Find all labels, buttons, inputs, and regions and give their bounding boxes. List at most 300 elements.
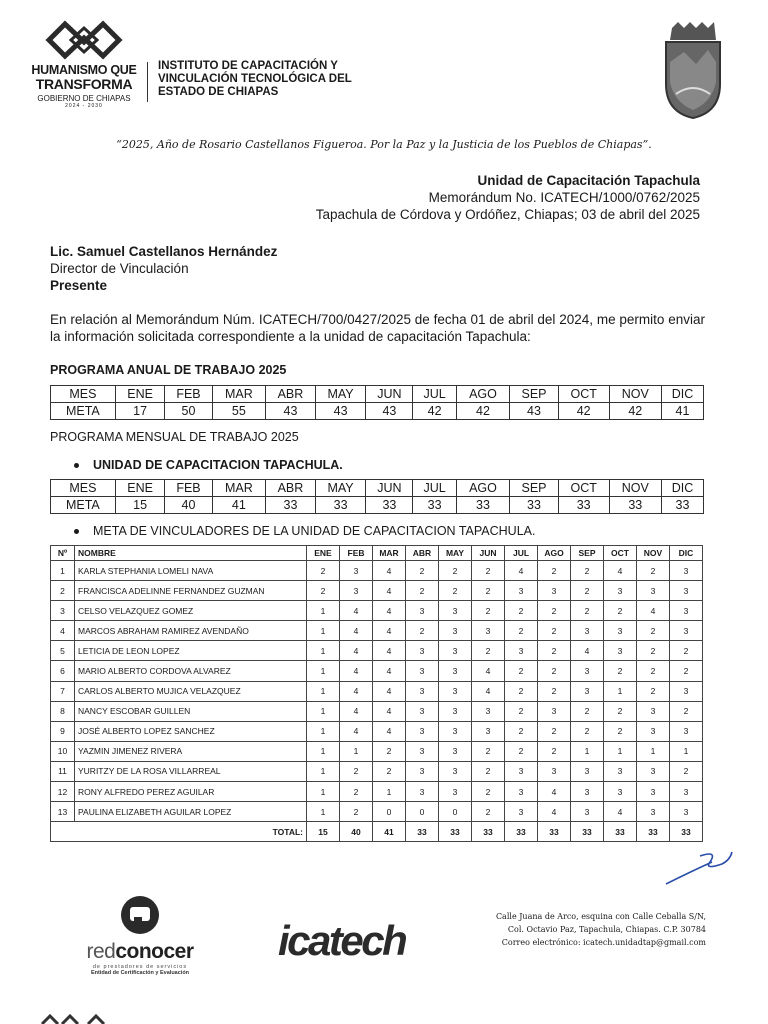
linkers-header-cell: Nº (51, 546, 75, 561)
month-value: 3 (637, 782, 670, 802)
annual-cell: 50 (165, 403, 212, 420)
monthly-cell: 33 (510, 497, 558, 514)
annual-header-cell: NOV (609, 386, 661, 403)
linkers-table (50, 545, 703, 842)
month-value: 2 (505, 741, 538, 761)
linkers-bullet (74, 524, 535, 538)
row-number: 9 (51, 721, 75, 741)
month-value: 3 (505, 802, 538, 822)
total-value: 33 (637, 822, 670, 842)
month-value: 3 (505, 782, 538, 802)
annual-header-cell: JUN (366, 386, 413, 403)
month-value: 4 (340, 621, 373, 641)
month-value: 2 (538, 681, 571, 701)
month-value: 2 (505, 601, 538, 621)
redconocer-part2: conocer (115, 940, 194, 963)
linker-name: MARIO ALBERTO CORDOVA ALVAREZ (75, 661, 307, 681)
month-value: 2 (472, 741, 505, 761)
total-value: 33 (472, 822, 505, 842)
linkers-header-cell: AGO (538, 546, 571, 561)
next-page-edge-icon (38, 1012, 118, 1024)
month-value: 3 (637, 701, 670, 721)
month-value: 4 (373, 581, 406, 601)
monthly-meta-row (51, 497, 704, 514)
month-value: 3 (439, 661, 472, 681)
monthly-cell: 40 (165, 497, 212, 514)
month-value: 2 (505, 721, 538, 741)
month-value: 2 (505, 621, 538, 641)
month-value: 3 (670, 721, 703, 741)
month-value: 4 (538, 802, 571, 822)
month-value: 2 (439, 561, 472, 581)
month-value: 2 (472, 761, 505, 781)
month-value: 2 (307, 581, 340, 601)
month-value: 2 (538, 621, 571, 641)
month-value: 2 (604, 661, 637, 681)
annual-header-cell: MES (51, 386, 116, 403)
month-value: 4 (373, 641, 406, 661)
linker-name: FRANCISCA ADELINNE FERNANDEZ GUZMAN (75, 581, 307, 601)
icatech-logo: icatech (278, 917, 406, 964)
monthly-cell: 33 (315, 497, 366, 514)
month-value: 0 (439, 802, 472, 822)
month-value: 1 (307, 621, 340, 641)
total-value: 33 (571, 822, 604, 842)
month-value: 3 (472, 721, 505, 741)
annual-cell: 42 (413, 403, 456, 420)
linker-name: PAULINA ELIZABETH AGUILAR LOPEZ (75, 802, 307, 822)
row-number: 12 (51, 782, 75, 802)
month-value: 3 (406, 661, 439, 681)
table-row (51, 581, 703, 601)
month-value: 2 (637, 621, 670, 641)
linker-name: JOSÉ ALBERTO LOPEZ SANCHEZ (75, 721, 307, 741)
month-value: 2 (637, 641, 670, 661)
month-value: 1 (604, 741, 637, 761)
unit-bullet (74, 458, 343, 472)
month-value: 3 (538, 581, 571, 601)
month-value: 4 (637, 601, 670, 621)
month-value: 4 (472, 661, 505, 681)
month-value: 3 (439, 782, 472, 802)
linkers-header-cell: JUN (472, 546, 505, 561)
row-number: 7 (51, 681, 75, 701)
month-value: 3 (604, 641, 637, 661)
redconocer-part1: red (86, 940, 116, 963)
annual-cell: 42 (609, 403, 661, 420)
month-value: 4 (604, 802, 637, 822)
humanismo-emblem-icon (41, 20, 127, 62)
total-value: 33 (406, 822, 439, 842)
total-value: 33 (604, 822, 637, 842)
redconocer-emblem-icon (117, 895, 163, 935)
monthly-cell: 33 (609, 497, 661, 514)
month-value: 0 (373, 802, 406, 822)
month-value: 2 (538, 641, 571, 661)
month-value: 2 (439, 581, 472, 601)
linker-name: CARLOS ALBERTO MUJICA VELAZQUEZ (75, 681, 307, 701)
monthly-header-cell: JUL (413, 480, 456, 497)
monthly-header-cell: ENE (115, 480, 165, 497)
month-value: 2 (571, 721, 604, 741)
monthly-header-cell: MAR (212, 480, 266, 497)
month-value: 1 (307, 721, 340, 741)
month-value: 2 (472, 561, 505, 581)
memo-info (316, 172, 700, 223)
month-value: 4 (472, 681, 505, 701)
month-value: 3 (439, 741, 472, 761)
month-value: 2 (406, 621, 439, 641)
month-value: 2 (670, 641, 703, 661)
month-value: 3 (406, 741, 439, 761)
annual-cell: META (51, 403, 116, 420)
row-number: 2 (51, 581, 75, 601)
month-value: 3 (340, 581, 373, 601)
recipient-title: Director de Vinculación (50, 261, 189, 276)
annual-cell: 43 (266, 403, 316, 420)
month-value: 4 (340, 721, 373, 741)
monthly-header-cell: NOV (609, 480, 661, 497)
month-value: 3 (340, 561, 373, 581)
table-row (51, 741, 703, 761)
month-value: 4 (604, 561, 637, 581)
linkers-bullet-text: META DE VINCULADORES DE LA UNIDAD DE CAPACITACION TAPACHULA. (93, 524, 536, 538)
table-row (51, 621, 703, 641)
row-number: 5 (51, 641, 75, 661)
month-value: 3 (637, 721, 670, 741)
month-value: 1 (307, 641, 340, 661)
annual-header-cell: SEP (510, 386, 558, 403)
monthly-header-cell: SEP (510, 480, 558, 497)
linkers-header-cell: OCT (604, 546, 637, 561)
humanismo-logo (28, 20, 140, 120)
monthly-header-cell: FEB (165, 480, 212, 497)
month-value: 1 (307, 601, 340, 621)
month-value: 1 (307, 782, 340, 802)
monthly-header-cell: OCT (558, 480, 609, 497)
bullet-icon (74, 529, 79, 534)
memo-place-date: Tapachula de Córdova y Ordóñez, Chiapas; 03 de abril del 2025 (315, 207, 700, 222)
annual-title: PROGRAMA ANUAL DE TRABAJO 2025 (50, 363, 287, 377)
month-value: 1 (307, 661, 340, 681)
month-value: 2 (670, 701, 703, 721)
logo-gov: GOBIERNO DE CHIAPAS (37, 94, 131, 103)
institute-name (158, 60, 352, 99)
annual-cell: 43 (510, 403, 558, 420)
month-value: 1 (307, 761, 340, 781)
month-value: 4 (373, 681, 406, 701)
total-value: 33 (538, 822, 571, 842)
linkers-header-cell: DIC (670, 546, 703, 561)
motto: “2025, Año de Rosario Castellanos Figueroa. Por la Paz y la Justicia de los Pueblos de Chiapas”. (116, 138, 652, 151)
linkers-header-cell: JUL (505, 546, 538, 561)
month-value: 1 (307, 701, 340, 721)
month-value: 3 (538, 701, 571, 721)
month-value: 1 (373, 782, 406, 802)
annual-header-cell: JUL (413, 386, 456, 403)
month-value: 2 (538, 601, 571, 621)
month-value: 3 (472, 621, 505, 641)
month-value: 3 (439, 701, 472, 721)
table-row (51, 641, 703, 661)
month-value: 3 (406, 641, 439, 661)
logo-years: 2024 - 2030 (65, 103, 103, 109)
month-value: 3 (439, 761, 472, 781)
redconocer-logo (70, 895, 210, 976)
monthly-header-cell: JUN (366, 480, 413, 497)
month-value: 2 (340, 782, 373, 802)
month-value: 3 (538, 761, 571, 781)
annual-header-cell: ABR (266, 386, 316, 403)
table-row (51, 601, 703, 621)
linkers-header-row (51, 546, 703, 561)
month-value: 4 (505, 561, 538, 581)
month-value: 2 (406, 561, 439, 581)
month-value: 2 (505, 701, 538, 721)
month-value: 1 (307, 681, 340, 701)
table-row (51, 681, 703, 701)
month-value: 1 (307, 741, 340, 761)
annual-cell: 42 (558, 403, 609, 420)
memo-number: Memorándum No. ICATECH/1000/0762/2025 (428, 190, 700, 205)
month-value: 4 (340, 641, 373, 661)
memo-unit: Unidad de Capacitación Tapachula (477, 173, 700, 188)
recipient-name: Lic. Samuel Castellanos Hernández (50, 244, 278, 259)
month-value: 3 (670, 802, 703, 822)
total-value: 15 (307, 822, 340, 842)
monthly-cell: 41 (212, 497, 266, 514)
linker-name: CELSO VELAZQUEZ GOMEZ (75, 601, 307, 621)
month-value: 2 (373, 761, 406, 781)
month-value: 3 (406, 782, 439, 802)
month-value: 2 (571, 601, 604, 621)
month-value: 3 (571, 761, 604, 781)
month-value: 4 (373, 601, 406, 621)
month-value: 3 (439, 681, 472, 701)
recipient-greeting: Presente (50, 278, 108, 293)
month-value: 2 (505, 681, 538, 701)
monthly-cell: META (51, 497, 116, 514)
linkers-header-cell: ABR (406, 546, 439, 561)
month-value: 2 (472, 601, 505, 621)
month-value: 3 (604, 581, 637, 601)
unit-bullet-text: UNIDAD DE CAPACITACION TAPACHULA. (93, 458, 343, 472)
month-value: 2 (340, 761, 373, 781)
header-divider (147, 62, 148, 102)
month-value: 4 (373, 661, 406, 681)
month-value: 2 (571, 561, 604, 581)
chiapas-shield-icon (662, 22, 724, 120)
linkers-header-cell: NOMBRE (75, 546, 307, 561)
linkers-header-cell: SEP (571, 546, 604, 561)
month-value: 2 (637, 561, 670, 581)
month-value: 4 (373, 561, 406, 581)
month-value: 4 (340, 681, 373, 701)
month-value: 4 (538, 782, 571, 802)
month-value: 2 (406, 581, 439, 601)
month-value: 2 (637, 681, 670, 701)
month-value: 2 (538, 741, 571, 761)
month-value: 3 (571, 782, 604, 802)
month-value: 3 (505, 761, 538, 781)
month-value: 1 (340, 741, 373, 761)
month-value: 3 (670, 561, 703, 581)
table-row (51, 701, 703, 721)
totals-row (51, 822, 703, 842)
month-value: 3 (571, 661, 604, 681)
month-value: 3 (637, 581, 670, 601)
month-value: 3 (439, 621, 472, 641)
bullet-icon (74, 463, 79, 468)
linkers-header-cell: NOV (637, 546, 670, 561)
row-number: 13 (51, 802, 75, 822)
monthly-cell: 33 (266, 497, 316, 514)
table-row (51, 761, 703, 781)
monthly-cell: 33 (558, 497, 609, 514)
linkers-header-cell: MAY (439, 546, 472, 561)
month-value: 2 (373, 741, 406, 761)
row-number: 4 (51, 621, 75, 641)
annual-header-cell: DIC (661, 386, 703, 403)
month-value: 1 (670, 741, 703, 761)
month-value: 3 (571, 681, 604, 701)
month-value: 4 (340, 701, 373, 721)
redconocer-wordmark (70, 940, 210, 964)
month-value: 2 (472, 782, 505, 802)
month-value: 1 (604, 681, 637, 701)
row-number: 10 (51, 741, 75, 761)
month-value: 4 (571, 641, 604, 661)
month-value: 4 (340, 601, 373, 621)
month-value: 4 (373, 721, 406, 741)
month-value: 2 (670, 761, 703, 781)
monthly-header-cell: DIC (661, 480, 703, 497)
linker-name: YURITZY DE LA ROSA VILLARREAL (75, 761, 307, 781)
signature-mark (660, 842, 740, 892)
month-value: 2 (604, 601, 637, 621)
month-value: 3 (571, 621, 604, 641)
institute-line: ESTADO DE CHIAPAS (158, 86, 279, 98)
month-value: 3 (406, 601, 439, 621)
annual-header-cell: FEB (165, 386, 212, 403)
month-value: 2 (538, 561, 571, 581)
annual-header-cell: AGO (456, 386, 510, 403)
monthly-header-cell: MES (51, 480, 116, 497)
monthly-cell: 33 (413, 497, 456, 514)
month-value: 3 (571, 802, 604, 822)
month-value: 2 (571, 701, 604, 721)
month-value: 3 (439, 641, 472, 661)
monthly-cell: 15 (115, 497, 165, 514)
annual-cell: 43 (315, 403, 366, 420)
total-label: TOTAL: (51, 822, 307, 842)
monthly-title: PROGRAMA MENSUAL DE TRABAJO 2025 (50, 430, 299, 444)
annual-header-row (51, 386, 704, 403)
month-value: 2 (538, 721, 571, 741)
linkers-header-cell: FEB (340, 546, 373, 561)
month-value: 2 (340, 802, 373, 822)
linker-name: RONY ALFREDO PEREZ AGUILAR (75, 782, 307, 802)
contact-line: Correo electrónico: icatech.unidadtap@gmail.com (501, 938, 706, 947)
annual-cell: 41 (661, 403, 703, 420)
total-value: 33 (439, 822, 472, 842)
month-value: 3 (406, 721, 439, 741)
table-row (51, 661, 703, 681)
month-value: 2 (472, 802, 505, 822)
table-row (51, 721, 703, 741)
month-value: 3 (406, 701, 439, 721)
total-value: 41 (373, 822, 406, 842)
institute-line: INSTITUTO DE CAPACITACIÓN Y (158, 60, 338, 72)
month-value: 2 (472, 641, 505, 661)
recipient (50, 243, 277, 294)
linker-name: LETICIA DE LEON LOPEZ (75, 641, 307, 661)
month-value: 1 (307, 802, 340, 822)
table-row (51, 561, 703, 581)
month-value: 1 (571, 741, 604, 761)
month-value: 2 (604, 721, 637, 741)
monthly-cell: 33 (661, 497, 703, 514)
contact-line: Col. Octavio Paz, Tapachula, Chiapas. C.P. 30784 (507, 925, 706, 934)
month-value: 3 (439, 601, 472, 621)
logo-line1: HUMANISMO QUE (31, 63, 137, 77)
total-value: 33 (670, 822, 703, 842)
month-value: 2 (670, 661, 703, 681)
month-value: 3 (439, 721, 472, 741)
month-value: 2 (472, 581, 505, 601)
month-value: 2 (307, 561, 340, 581)
month-value: 2 (505, 661, 538, 681)
monthly-cell: 33 (456, 497, 510, 514)
month-value: 3 (472, 701, 505, 721)
month-value: 3 (406, 761, 439, 781)
monthly-table (50, 479, 704, 514)
month-value: 2 (538, 661, 571, 681)
table-row (51, 802, 703, 822)
month-value: 3 (604, 621, 637, 641)
annual-table (50, 385, 704, 420)
month-value: 3 (670, 782, 703, 802)
linkers-header-cell: MAR (373, 546, 406, 561)
annual-cell: 55 (212, 403, 266, 420)
row-number: 11 (51, 761, 75, 781)
month-value: 3 (637, 802, 670, 822)
annual-header-cell: OCT (558, 386, 609, 403)
contact-line: Calle Juana de Arco, esquina con Calle Ceballa S/N, (495, 912, 706, 921)
month-value: 2 (571, 581, 604, 601)
linkers-header-cell: ENE (307, 546, 340, 561)
row-number: 3 (51, 601, 75, 621)
linker-name: KARLA STEPHANIA LOMELI NAVA (75, 561, 307, 581)
annual-header-cell: MAR (212, 386, 266, 403)
annual-header-cell: ENE (115, 386, 165, 403)
monthly-header-row (51, 480, 704, 497)
month-value: 3 (670, 621, 703, 641)
row-number: 1 (51, 561, 75, 581)
month-value: 3 (406, 681, 439, 701)
logo-line2: TRANSFORMA (35, 76, 133, 92)
monthly-header-cell: AGO (456, 480, 510, 497)
month-value: 2 (637, 661, 670, 681)
linker-name: MARCOS ABRAHAM RAMIREZ AVENDAÑO (75, 621, 307, 641)
monthly-cell: 33 (366, 497, 413, 514)
row-number: 6 (51, 661, 75, 681)
annual-cell: 17 (115, 403, 165, 420)
institute-line: VINCULACIÓN TECNOLÓGICA DEL (158, 73, 352, 85)
monthly-header-cell: ABR (266, 480, 316, 497)
month-value: 4 (340, 661, 373, 681)
month-value: 1 (637, 741, 670, 761)
